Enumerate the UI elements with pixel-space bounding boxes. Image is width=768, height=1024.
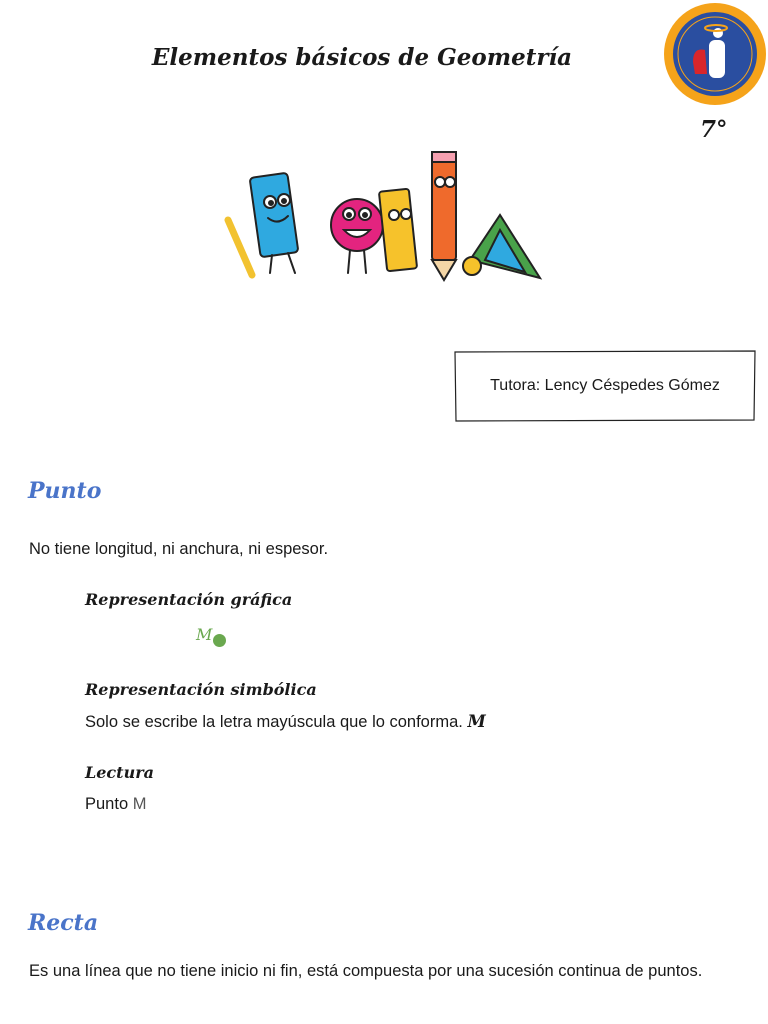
punto-heading: Punto [28, 478, 102, 504]
punto-definition: No tiene longitud, ni anchura, ni espesor. [29, 540, 329, 558]
graphic-representation-heading: Representación gráfica [85, 590, 293, 609]
grade-label: 7° [700, 116, 728, 143]
school-supplies-illustration [200, 90, 570, 345]
recta-heading: Recta [28, 910, 99, 936]
reading-word: Punto [85, 795, 129, 813]
reading-heading: Lectura [85, 763, 154, 782]
symbolic-letter: M [467, 712, 486, 731]
symbolic-text: Solo se escribe la letra mayúscula que lo conforma. [85, 713, 463, 731]
tutor-name: Tutora: Lency Céspedes Gómez [490, 377, 720, 394]
point-label: M [196, 625, 213, 644]
school-logo [663, 2, 767, 106]
page-title: Elementos básicos de Geometría [151, 44, 573, 71]
symbolic-representation-text [85, 710, 486, 734]
symbolic-representation-heading: Representación simbólica [85, 680, 317, 699]
reading-letter: M [132, 795, 147, 813]
point-dot [213, 634, 226, 647]
recta-definition: Es una línea que no tiene inicio ni fin, está compuesta por una sucesión continua de puntos. [29, 962, 703, 980]
reading-text [85, 793, 146, 816]
